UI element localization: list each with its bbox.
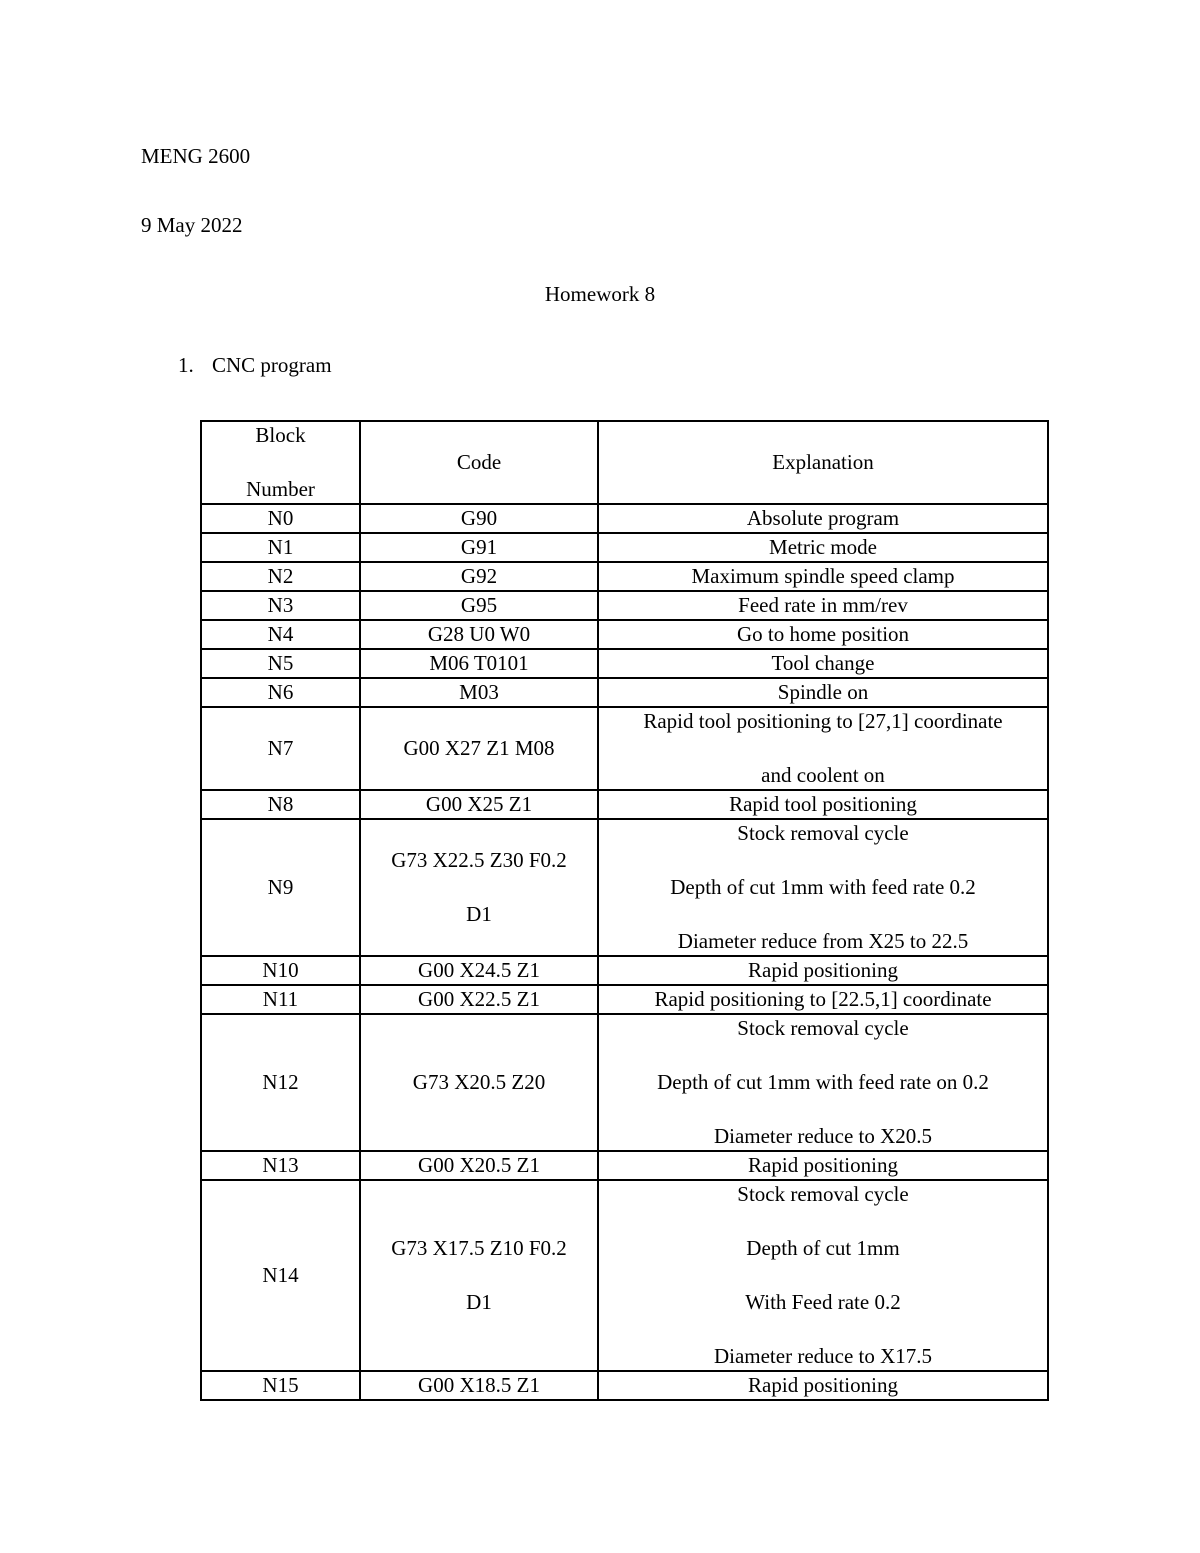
- explanation-text: Rapid positioning: [748, 1153, 898, 1177]
- explanation-cell: [598, 649, 1048, 678]
- code-cell: [360, 985, 598, 1014]
- explanation-text: Depth of cut 1mm with feed rate on 0.2: [657, 1070, 989, 1094]
- explanation-text: Depth of cut 1mm with feed rate 0.2: [670, 875, 976, 899]
- cnc-program-table: [200, 420, 1049, 1401]
- explanation-text: With Feed rate 0.2: [745, 1290, 901, 1314]
- block-text: N6: [267, 680, 294, 704]
- table-row: [201, 533, 1048, 562]
- code-cell: [360, 956, 598, 985]
- block-cell: [201, 591, 360, 620]
- table-row: [201, 591, 1048, 620]
- code-cell: [360, 678, 598, 707]
- explanation-text: Absolute program: [746, 506, 900, 530]
- explanation-text: Diameter reduce to X20.5: [713, 1124, 933, 1148]
- code-cell: [360, 1151, 598, 1180]
- explanation-text: Rapid tool positioning: [729, 792, 917, 816]
- explanation-cell: [598, 1151, 1048, 1180]
- block-cell: [201, 504, 360, 533]
- block-text: N10: [262, 958, 299, 982]
- explanation-text: Depth of cut 1mm: [746, 1236, 900, 1260]
- block-cell: [201, 819, 360, 956]
- table-row: [201, 1180, 1048, 1371]
- block-text: N14: [262, 1263, 299, 1287]
- code-cell: [360, 649, 598, 678]
- explanation-cell: [598, 620, 1048, 649]
- explanation-text: Rapid tool positioning to [27,1] coordinate: [643, 709, 1003, 733]
- block-cell: [201, 707, 360, 790]
- block-cell: [201, 790, 360, 819]
- table-row: [201, 678, 1048, 707]
- block-cell: [201, 562, 360, 591]
- block-text: N12: [262, 1070, 299, 1094]
- block-text: N3: [267, 593, 294, 617]
- table-row: [201, 1151, 1048, 1180]
- block-cell: [201, 620, 360, 649]
- code-text: G90: [460, 506, 498, 530]
- header-text: Explanation: [772, 450, 874, 474]
- code-cell: [360, 707, 598, 790]
- table-header-row: [201, 421, 1048, 504]
- explanation-cell: [598, 591, 1048, 620]
- explanation-cell: [598, 533, 1048, 562]
- block-cell: [201, 1014, 360, 1151]
- code-cell: [360, 790, 598, 819]
- code-text: G73 X20.5 Z20: [412, 1070, 546, 1094]
- header-code: [360, 421, 598, 504]
- explanation-cell: [598, 956, 1048, 985]
- code-text: G95: [460, 593, 498, 617]
- table-row: [201, 620, 1048, 649]
- explanation-text: Stock removal cycle: [737, 821, 909, 845]
- block-text: N2: [267, 564, 294, 588]
- explanation-text: and coolent on: [761, 763, 885, 787]
- code-cell: [360, 504, 598, 533]
- code-text: D1: [466, 1290, 492, 1314]
- section-title: CNC program: [212, 353, 332, 377]
- explanation-text: Diameter reduce from X25 to 22.5: [677, 929, 969, 953]
- table-row: [201, 819, 1048, 956]
- code-cell: [360, 620, 598, 649]
- table-body: [201, 504, 1048, 1400]
- block-text: N15: [262, 1373, 299, 1397]
- block-text: N5: [267, 651, 294, 675]
- code-cell: [360, 819, 598, 956]
- table-row: [201, 956, 1048, 985]
- code-cell: [360, 1014, 598, 1151]
- block-text: N7: [267, 736, 294, 760]
- explanation-cell: [598, 985, 1048, 1014]
- explanation-cell: [598, 819, 1048, 956]
- table-row: [201, 562, 1048, 591]
- code-text: G92: [460, 564, 498, 588]
- explanation-cell: [598, 790, 1048, 819]
- explanation-text: Stock removal cycle: [737, 1182, 909, 1206]
- code-cell: [360, 1180, 598, 1371]
- explanation-text: Rapid positioning to [22.5,1] coordinate: [654, 987, 992, 1011]
- table-row: [201, 1371, 1048, 1400]
- course-code: MENG 2600: [141, 144, 251, 168]
- explanation-text: Rapid positioning: [748, 1373, 898, 1397]
- code-text: M06 T0101: [429, 651, 529, 675]
- code-cell: [360, 562, 598, 591]
- explanation-text: Feed rate in mm/rev: [738, 593, 908, 617]
- document-date: 9 May 2022: [141, 213, 243, 237]
- block-cell: [201, 678, 360, 707]
- code-text: M03: [459, 680, 499, 704]
- explanation-cell: [598, 1371, 1048, 1400]
- code-text: D1: [466, 902, 492, 926]
- explanation-cell: [598, 707, 1048, 790]
- block-cell: [201, 533, 360, 562]
- explanation-text: Rapid positioning: [748, 958, 898, 982]
- code-cell: [360, 533, 598, 562]
- explanation-text: Diameter reduce to X17.5: [713, 1344, 933, 1368]
- code-text: G73 X17.5 Z10 F0.2: [391, 1236, 567, 1260]
- table-row: [201, 504, 1048, 533]
- explanation-text: Tool change: [771, 651, 875, 675]
- header-text: Block: [255, 423, 306, 447]
- block-cell: [201, 985, 360, 1014]
- block-cell: [201, 1371, 360, 1400]
- code-cell: [360, 1371, 598, 1400]
- explanation-cell: [598, 562, 1048, 591]
- explanation-text: Metric mode: [769, 535, 877, 559]
- block-text: N1: [267, 535, 294, 559]
- explanation-cell: [598, 504, 1048, 533]
- table-row: [201, 985, 1048, 1014]
- code-cell: [360, 591, 598, 620]
- explanation-text: Maximum spindle speed clamp: [691, 564, 955, 588]
- list-item-number: 1.: [178, 353, 194, 377]
- header-block-number: [201, 421, 360, 504]
- table-row: [201, 1014, 1048, 1151]
- header-text: Number: [246, 477, 315, 501]
- table-row: [201, 707, 1048, 790]
- explanation-text: Stock removal cycle: [737, 1016, 909, 1040]
- code-text: G91: [460, 535, 498, 559]
- explanation-cell: [598, 678, 1048, 707]
- header-text: Code: [456, 450, 502, 474]
- code-text: G00 X22.5 Z1: [418, 987, 540, 1011]
- block-text: N13: [262, 1153, 299, 1177]
- code-text: G73 X22.5 Z30 F0.2: [391, 848, 567, 872]
- block-cell: [201, 956, 360, 985]
- block-text: N11: [262, 987, 299, 1011]
- block-cell: [201, 1151, 360, 1180]
- block-text: N9: [267, 875, 294, 899]
- code-text: G28 U0 W0: [427, 622, 531, 646]
- block-text: N4: [267, 622, 294, 646]
- explanation-text: Spindle on: [777, 680, 869, 704]
- code-text: G00 X24.5 Z1: [418, 958, 540, 982]
- table-row: [201, 649, 1048, 678]
- table-row: [201, 790, 1048, 819]
- block-cell: [201, 1180, 360, 1371]
- document-title: Homework 8: [544, 282, 656, 306]
- block-text: N8: [267, 792, 294, 816]
- explanation-text: Go to home position: [736, 622, 910, 646]
- code-text: G00 X20.5 Z1: [418, 1153, 540, 1177]
- block-cell: [201, 649, 360, 678]
- code-text: G00 X18.5 Z1: [418, 1373, 540, 1397]
- header-explanation: [598, 421, 1048, 504]
- code-text: G00 X25 Z1: [425, 792, 533, 816]
- explanation-cell: [598, 1014, 1048, 1151]
- code-text: G00 X27 Z1 M08: [403, 736, 555, 760]
- explanation-cell: [598, 1180, 1048, 1371]
- block-text: N0: [267, 506, 294, 530]
